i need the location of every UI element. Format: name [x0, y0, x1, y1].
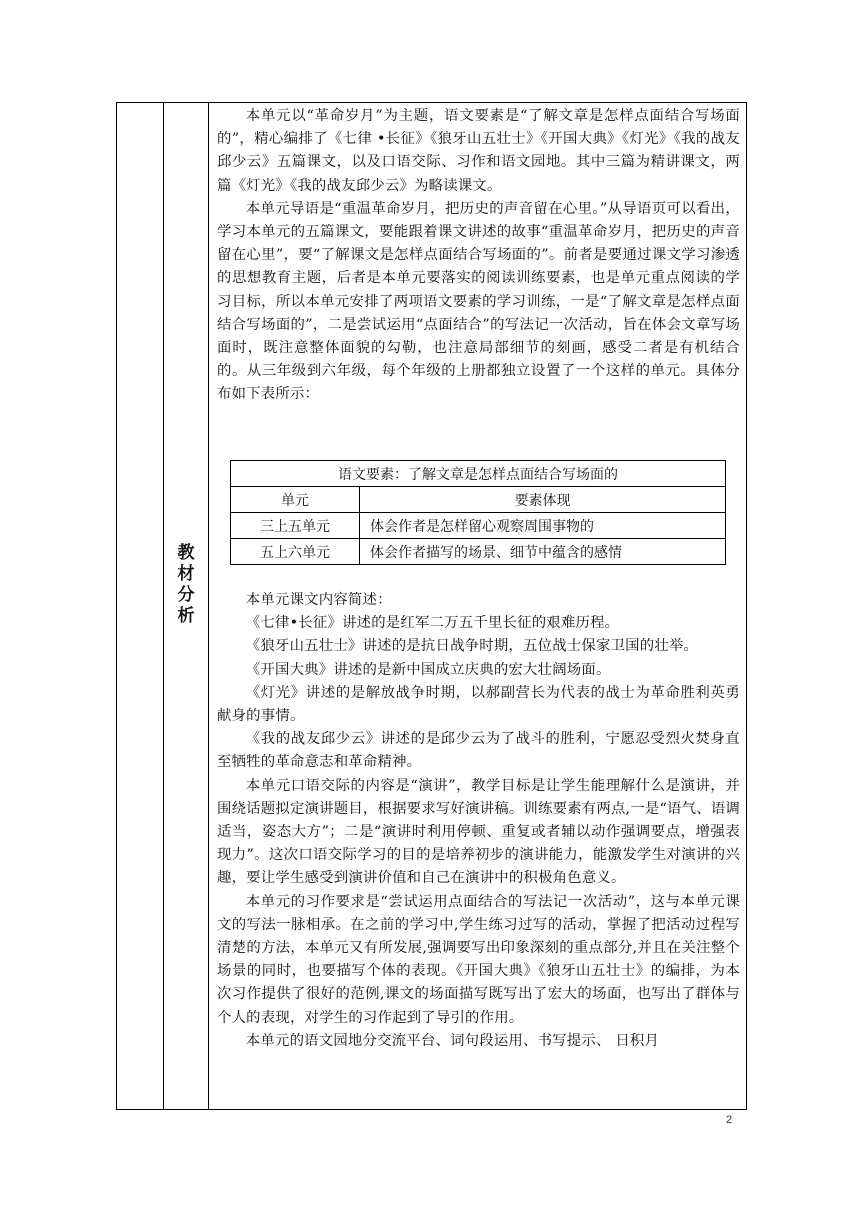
paragraph-lesson-1: 《七律•长征》讲述的是红军二万五千里长征的艰难历程。 [245, 615, 620, 632]
blank-column [117, 103, 164, 1109]
intro-paragraphs [217, 105, 740, 407]
section-label-char: 分 [177, 585, 195, 605]
section-label-column [164, 103, 209, 1109]
paragraph-writing: 本单元的习作要求是“尝试运用点面结合的写法记一次活动”，这与本单元课文的写法一脉相承。在之前的学习中,学生练习过写的活动，掌握了把活动过程写清楚的方法，本单元又有所发展,强调要写出印象深刻的重点部分,并且在关注整个场景的同时，也要描写个体的表现。《开国大典》《狼牙山五壮士》的编排，为本次习作提供了很好的范例,课文的场面描写既写出了宏大的场面，也写出了群体与个人的表现，对学生的习作起到了导引的作用。 [217, 893, 740, 1026]
section-label-char: 教 [177, 543, 195, 563]
summary-paragraphs [217, 589, 740, 1053]
paragraph-summary-heading: 本单元课文内容简述： [245, 592, 392, 608]
section-label-char: 材 [177, 564, 195, 584]
row-unit: 三上五单元 [231, 513, 360, 539]
page-number: 2 [726, 1114, 733, 1126]
section-label [164, 543, 208, 627]
row-element: 体会作者描写的场景、细节中蕴含的感情 [360, 539, 726, 565]
table-row [231, 539, 726, 565]
paragraph-lesson-5: 《我的战友邱少云》讲述的是邱少云为了战斗的胜利，宁愿忍受烈火焚身直至牺牲的革命意志和革命精神。 [217, 731, 740, 771]
section-label-char: 析 [177, 606, 195, 626]
paragraph-theme: 本单元以“革命岁月”为主题，语文要素是“了解文章是怎样点面结合写场面的”，精心编排了《七律 •长征》《狼牙山五壮士》《开国大典》《灯光》《我的战友邱少云》五篇课文，以及口语交际、习作和语文园地。其中三篇为精讲课文，两篇《灯光》《我的战友邱少云》为略读课文。 [217, 108, 740, 194]
paragraph-lesson-2: 《狼牙山五壮士》讲述的是抗日战争时期，五位战士保家卫国的壮举。 [245, 638, 699, 655]
table-row [231, 513, 726, 539]
row-unit: 五上六单元 [231, 539, 360, 565]
element-distribution-table [230, 460, 726, 565]
content-cell [210, 103, 747, 1109]
header-unit: 单元 [231, 487, 360, 513]
analysis-table [116, 102, 747, 1110]
row-element: 体会作者是怎样留心观察周围事物的 [360, 513, 726, 539]
paragraph-guide: 本单元导语是“重温革命岁月，把历史的声音留在心里。”从导语页可以看出，学习本单元的五篇课文，要能跟着课文讲述的故事“重温革命岁月，把历史的声音留在心里”，要“了解课文是怎样点面结合写场面的”。前者是要通过课文学习渗透的思想教育主题，后者是本单元要落实的阅读训练要素，也是单元重点阅读的学习目标，所以本单元安排了两项语文要素的学习训练，一是“了解文章是怎样点面结合写场面的”，二是尝试运用“点面结合”的写法记一次活动，旨在体会文章写场面时，既注意整体面貌的勾勒，也注意局部细节的刻画，感受二者是有机结合的。从三年级到六年级，每个年级的上册都独立设置了一个这样的单元。具体分布如下表所示： [217, 200, 740, 403]
paragraph-garden: 本单元的语文园地分交流平台、词句段运用、书写提示、 日积月 [245, 1032, 660, 1049]
paragraph-oral: 本单元口语交际的内容是“演讲”，教学目标是让学生能理解什么是演讲，并围绕话题拟定演讲题目，根据要求写好演讲稿。训练要素有两点,一是“语气、语调适当，姿态大方”；二是“演讲时利用停顿、重复或者辅以动作强调要点，增强表现力”。这次口语交际学习的目的是培养初步的演讲能力，能激发学生对演讲的兴趣，要让学生感受到演讲价值和自己在演讲中的积极角色意义。 [217, 777, 741, 887]
paragraph-lesson-4: 《灯光》讲述的是解放战争时期，以郝副营长为代表的战士为革命胜利英勇献身的事情。 [217, 684, 740, 725]
element-table-title: 语文要素：了解文章是怎样点面结合写场面的 [231, 461, 726, 487]
paragraph-lesson-3: 《开国大典》讲述的是新中国成立庆典的宏大壮阔场面。 [245, 661, 611, 678]
header-element: 要素体现 [360, 487, 726, 513]
